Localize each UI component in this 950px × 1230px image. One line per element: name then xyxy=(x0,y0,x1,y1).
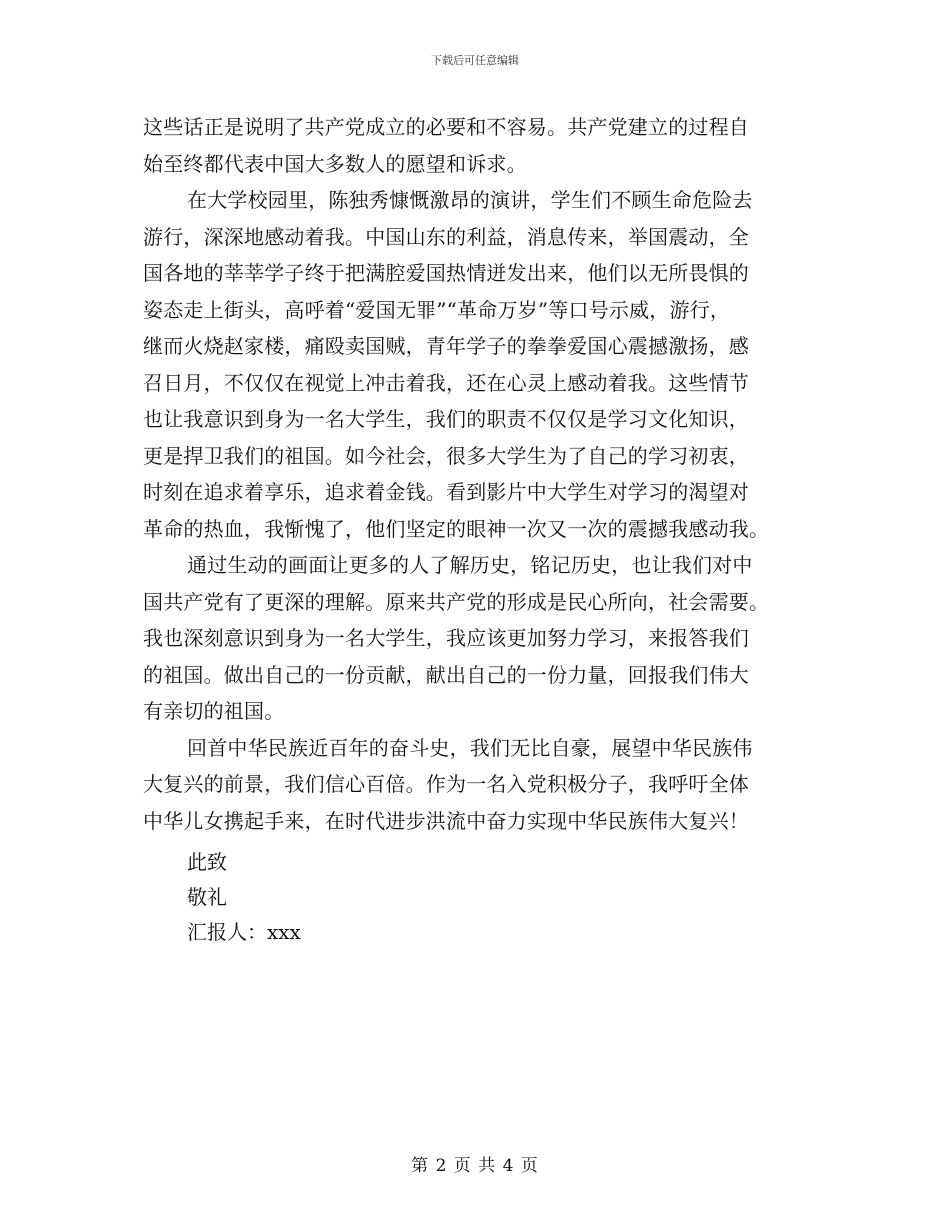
text-line: 在大学校园里，陈独秀慷慨激昂的演讲，学生们不顾生命危险去 xyxy=(187,188,753,212)
text-line: 国各地的莘莘学子终于把满腔爱国热情迸发出来，他们以无所畏惧的 xyxy=(143,261,749,285)
text-line: 姿态走上街头，高呼着“爱国无罪”“革命万岁”等口号示威，游行， xyxy=(143,297,731,322)
text-line: 更是捍卫我们的祖国。如今社会，很多大学生为了自己的学习初衷， xyxy=(143,443,749,468)
text-line: 我也深刻意识到身为一名大学生，我应该更加努力学习，来报答我们 xyxy=(143,626,749,650)
text-line: 大复兴的前景，我们信心百倍。作为一名入党积极分子，我呼吁全体 xyxy=(143,772,749,796)
closing-salutation-1: 此致 xyxy=(187,850,227,874)
text-line: 通过生动的画面让更多的人了解历史，铭记历史，也让我们对中 xyxy=(187,553,753,577)
reporter-signature: 汇报人：xxx xyxy=(187,920,301,944)
text-line: 的祖国。做出自己的一份贡献，献出自己的一份力量，回报我们伟大 xyxy=(143,662,749,687)
text-line: 国共产党有了更深的理解。原来共产党的形成是民心所向，社会需要。 xyxy=(143,589,770,614)
text-line: 始至终都代表中国大多数人的愿望和诉求。 xyxy=(143,151,527,176)
text-line: 革命的热血，我惭愧了，他们坚定的眼神一次又一次的震撼我感动我。 xyxy=(143,516,770,541)
text-line: 也让我意识到身为一名大学生，我们的职责不仅仅是学习文化知识， xyxy=(143,407,749,431)
text-line: 时刻在追求着享乐，追求着金钱。看到影片中大学生对学习的渴望对 xyxy=(143,480,749,504)
text-line: 游行，深深地感动着我。中国山东的利益，消息传来，举国震动，全 xyxy=(143,224,749,249)
page-header: 下载后可任意编辑 xyxy=(431,54,519,67)
document-body xyxy=(143,109,813,839)
text-line: 中华儿女携起手来，在时代进步洪流中奋力实现中华民族伟大复兴！ xyxy=(143,808,749,833)
page-number: 第 2 页 共 4 页 xyxy=(411,1156,539,1176)
closing-block xyxy=(187,845,587,950)
text-line: 继而火烧赵家楼，痛殴卖国贼，青年学子的拳拳爱国心震撼激扬，感 xyxy=(143,334,749,358)
text-line: 回首中华民族近百年的奋斗史，我们无比自豪，展望中华民族伟 xyxy=(187,735,753,760)
closing-salutation-2: 敬礼 xyxy=(187,885,227,909)
text-line: 召日月，不仅仅在视觉上冲击着我，还在心灵上感动着我。这些情节 xyxy=(143,370,749,395)
text-line: 有亲切的祖国。 xyxy=(143,699,285,723)
text-line: 这些话正是说明了共产党成立的必要和不容易。共产党建立的过程自 xyxy=(143,115,749,139)
